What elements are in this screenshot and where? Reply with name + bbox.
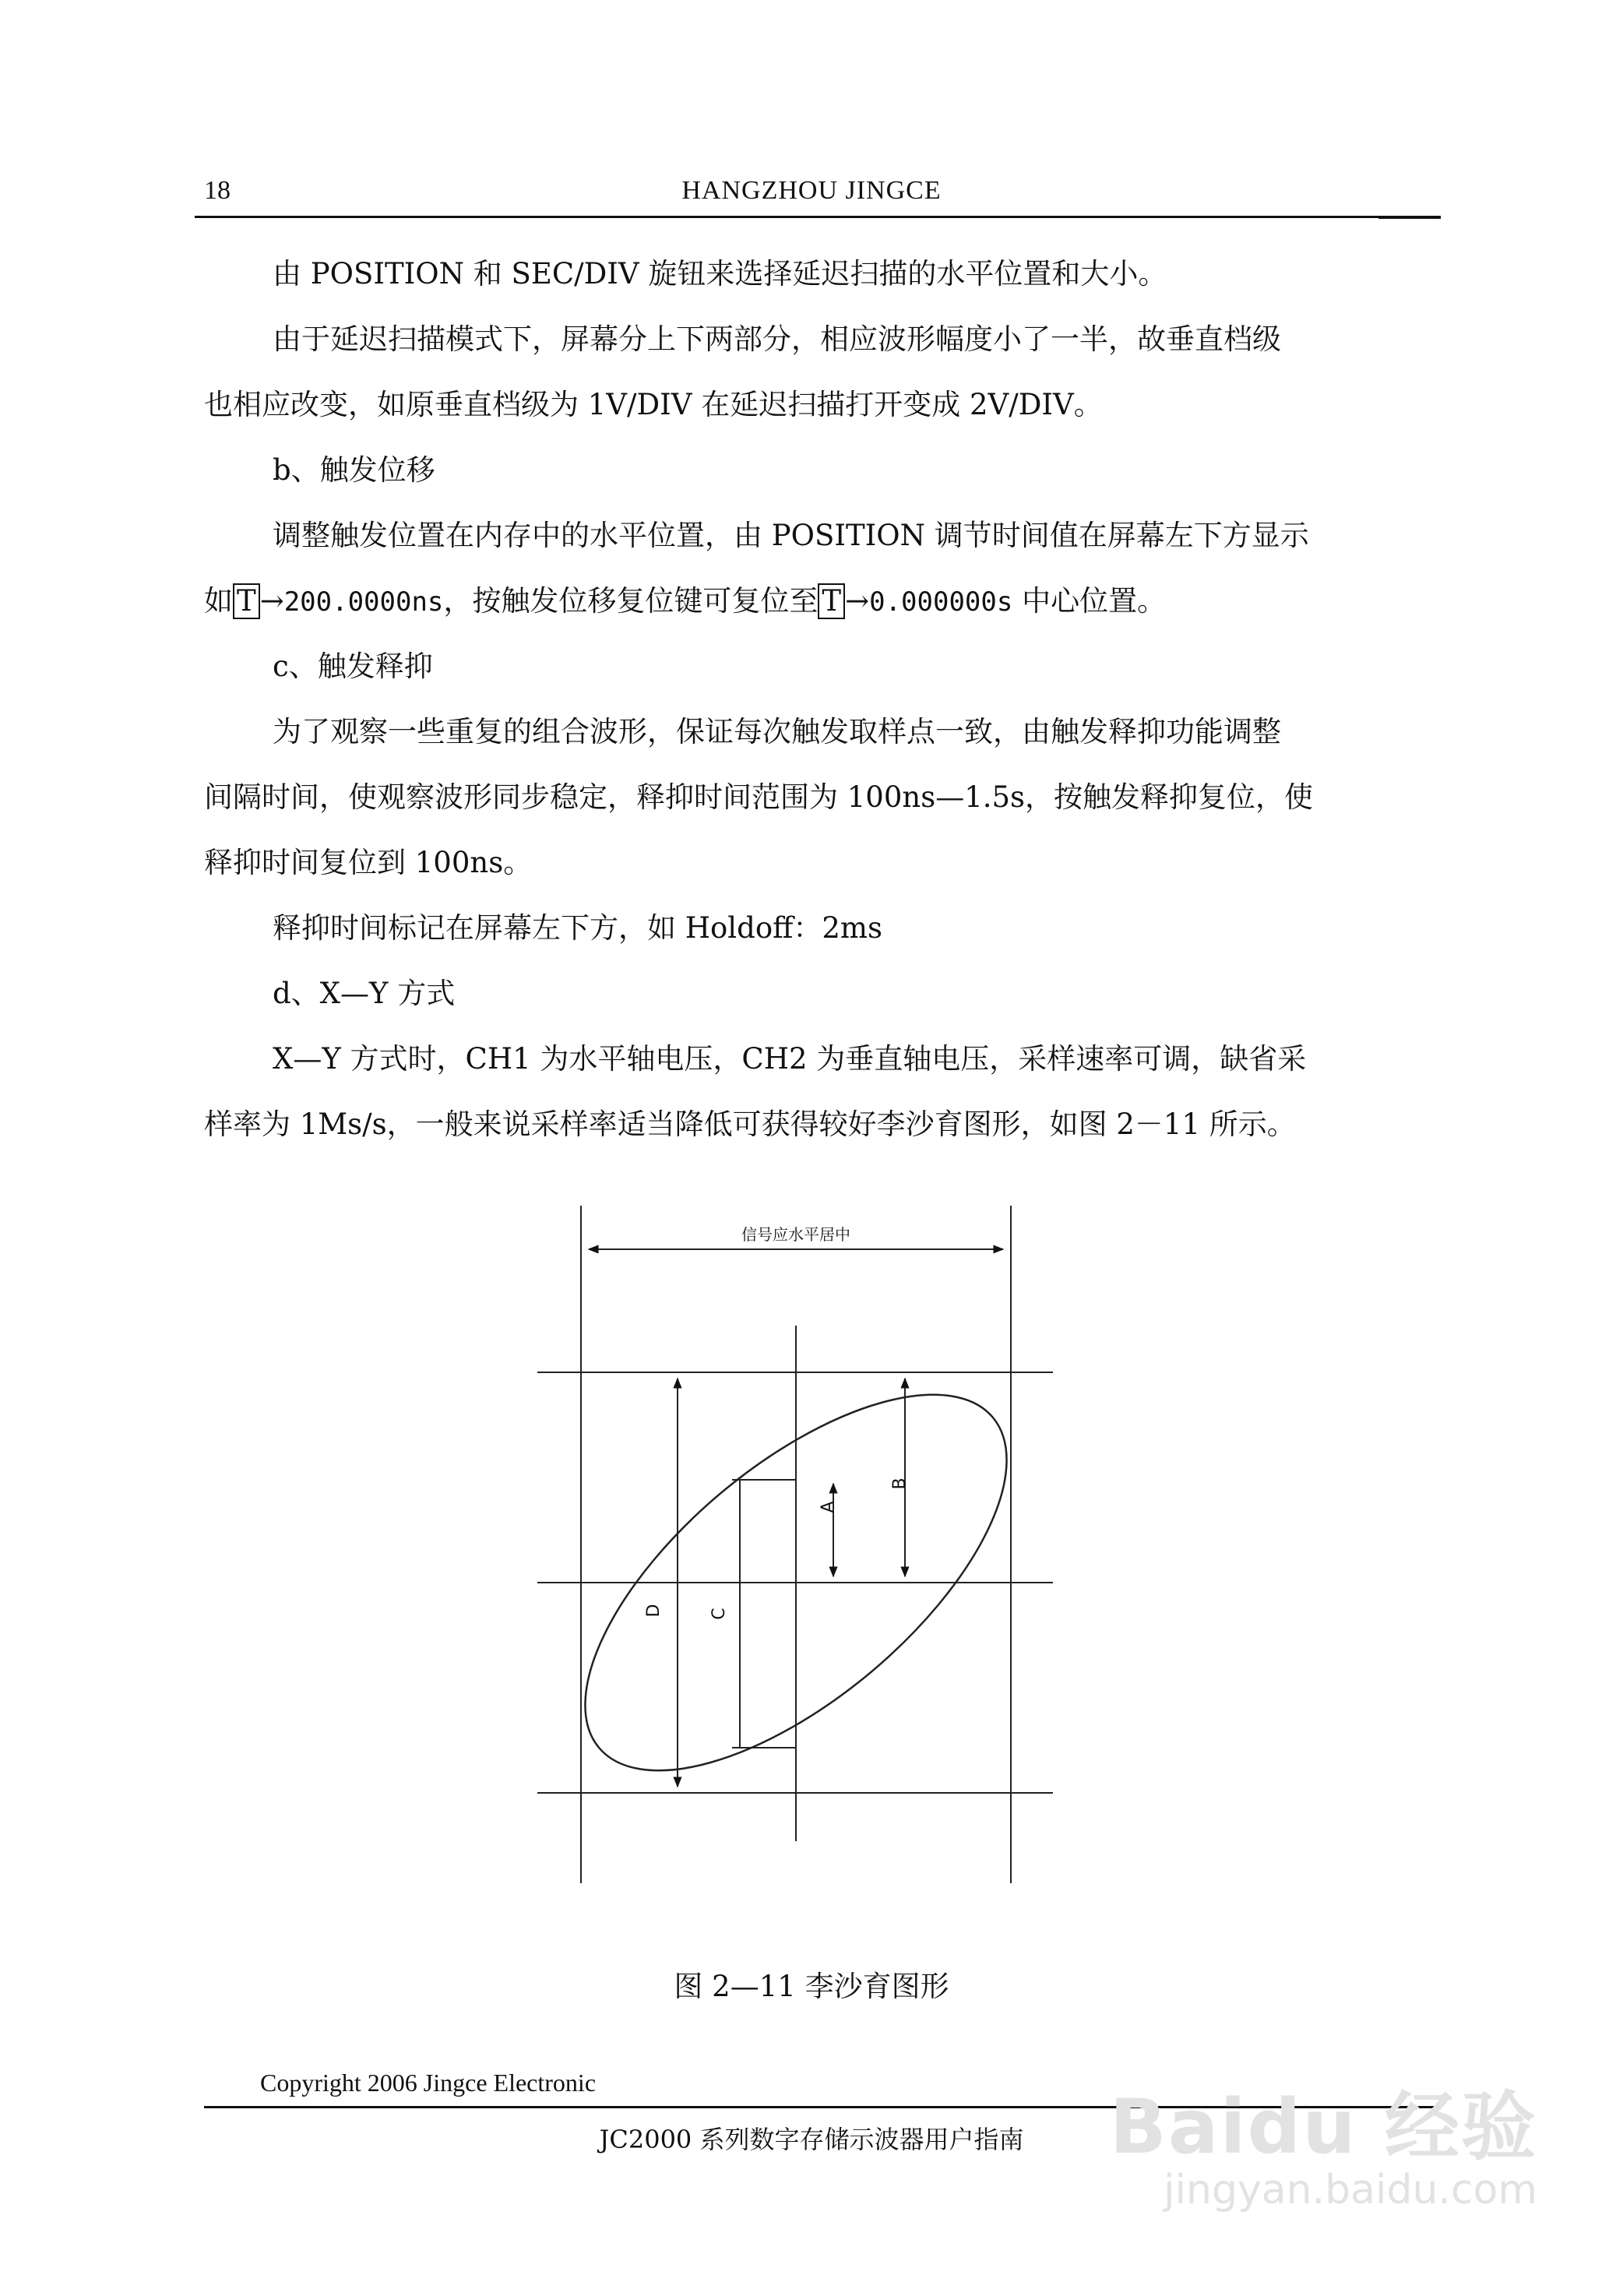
section-heading-c: c、触发释抑 bbox=[273, 650, 433, 683]
arrow-icon: → bbox=[845, 584, 870, 618]
header-title: HANGZHOU JINGCE bbox=[681, 176, 942, 205]
label-b: B bbox=[890, 1477, 910, 1490]
paragraph-line: 释抑时间标记在屏幕左下方，如 Holdoff：2ms bbox=[273, 911, 882, 945]
baidu-watermark bbox=[1110, 2068, 1537, 2213]
label-a: A bbox=[819, 1501, 838, 1513]
text: ，按触发位移复位键可复位至 bbox=[443, 584, 819, 618]
figure-caption: 图 2—11 李沙育图形 bbox=[674, 1970, 949, 2003]
trigger-t-box: T bbox=[233, 583, 260, 619]
paragraph-line: 调整触发位置在内存中的水平位置，由 POSITION 调节时间值在屏幕左下方显示 bbox=[273, 519, 1309, 552]
watermark-url: jingyan.baidu.com bbox=[1164, 2167, 1537, 2213]
trigger-t-box: T bbox=[818, 583, 845, 619]
arrow-icon: → bbox=[259, 584, 284, 618]
text: 如 bbox=[204, 584, 233, 618]
label-d: D bbox=[644, 1604, 664, 1618]
paragraph-line: 由于延迟扫描模式下，屏幕分上下两部分，相应波形幅度小了一半，故垂直档级 bbox=[273, 322, 1281, 356]
page-number: 18 bbox=[204, 176, 231, 205]
paragraph-line: 也相应改变，如原垂直档级为 1V/DIV 在延迟扫描打开变成 2V/DIV。 bbox=[204, 388, 1103, 421]
paragraph-line: 由 POSITION 和 SEC/DIV 旋钮来选择延迟扫描的水平位置和大小。 bbox=[273, 257, 1167, 291]
section-heading-b: b、触发位移 bbox=[273, 453, 435, 487]
trigger-value-2: 0.000000s bbox=[869, 586, 1013, 618]
paragraph-line: 样率为 1Ms/s，一般来说采样率适当降低可获得较好李沙育图形，如图 2－11 所示。 bbox=[204, 1108, 1296, 1141]
trigger-value-1: 200.0000ns bbox=[283, 586, 444, 618]
footer-title: JC2000 系列数字存储示波器用户指南 bbox=[599, 2125, 1024, 2154]
label-c: C bbox=[709, 1608, 729, 1620]
text: 中心位置。 bbox=[1012, 584, 1167, 618]
paragraph-line: 释抑时间复位到 100ns。 bbox=[204, 846, 533, 879]
copyright: Copyright 2006 Jingce Electronic bbox=[260, 2069, 597, 2097]
paragraph-line: 间隔时间，使观察波形同步稳定，释抑时间范围为 100ns—1.5s，按触发释抑复位，使 bbox=[204, 780, 1314, 814]
section-heading-d: d、X—Y 方式 bbox=[273, 977, 456, 1010]
watermark-logo: Baidu 经验 bbox=[1109, 2083, 1537, 2171]
paragraph-line: 为了观察一些重复的组合波形，保证每次触发取样点一致，由触发释抑功能调整 bbox=[273, 715, 1281, 748]
figure-top-label: 信号应水平居中 bbox=[741, 1225, 850, 1244]
paragraph-line: X—Y 方式时，CH1 为水平轴电压，CH2 为垂直轴电压，采样速率可调，缺省采 bbox=[273, 1042, 1307, 1076]
